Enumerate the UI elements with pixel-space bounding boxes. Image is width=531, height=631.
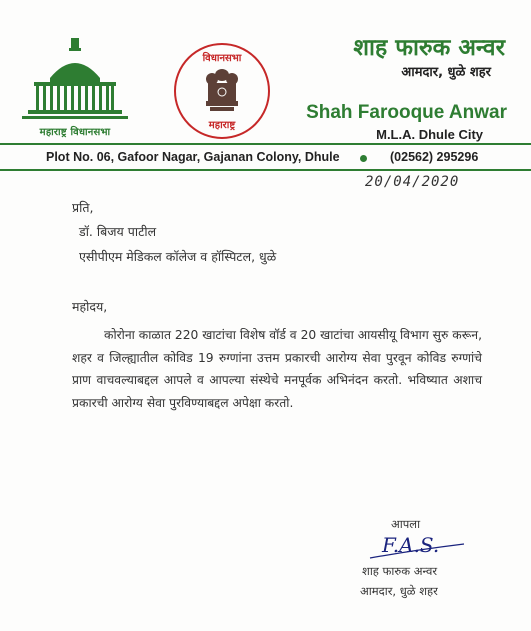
mla-name-marathi: शाह फारुक अन्वर bbox=[353, 35, 505, 61]
recipient-name: डॉ. बिजय पाटील bbox=[79, 224, 157, 239]
recipient-institution: एसीपीएम मेडिकल कॉलेज व हॉस्पिटल, धुळे bbox=[79, 249, 277, 264]
closing-word: आपला bbox=[391, 517, 421, 531]
vidhan-sabha-label: महाराष्ट्र विधानसभा bbox=[39, 127, 111, 138]
vidhan-sabha-logo bbox=[20, 36, 130, 138]
signatory-designation: आमदार, धुळे शहर bbox=[360, 584, 438, 598]
office-phone: (02562) 295296 bbox=[390, 150, 479, 164]
letter-date: 20/04/2020 bbox=[365, 174, 460, 190]
header-bottom-rule bbox=[0, 169, 531, 171]
handwritten-signature bbox=[360, 530, 470, 566]
header-top-rule bbox=[0, 143, 531, 145]
separator-dot-icon bbox=[360, 155, 367, 162]
signatory-name: शाह फारुक अन्वर bbox=[362, 564, 438, 578]
office-address: Plot No. 06, Gafoor Nagar, Gajanan Colony, Dhule bbox=[46, 150, 340, 164]
vidhan-sabha-building-icon bbox=[20, 36, 130, 122]
mla-designation-english: M.L.A. Dhule City bbox=[376, 127, 483, 142]
letter-body: कोरोना काळात 220 खाटांचा विशेष वॉर्ड व 20 खाटांचा आयसीयू विभाग सुरु करून, शहर व जिल्ह्यातील कोविड 19 रुग्णांना उत्तम प्रकारची आरोग्य सेवा पुरवून कोविड रुग्णांचे प्राण वाचवल्याबद्दल आपले व आपल्या संस्थेचे मनपूर्वक अभिनंदन करतो. भविष्यात अशाच प्रकारची आरोग्य सेवा पुरविण्याबद्दल अपेक्षा करतो. bbox=[72, 328, 482, 410]
emblem-bottom-text: महाराष्ट्र bbox=[208, 120, 236, 131]
mla-designation-marathi: आमदार, धुळे शहर bbox=[401, 65, 491, 80]
mla-name-english: Shah Farooque Anwar bbox=[306, 102, 507, 123]
to-label: प्रति, bbox=[72, 200, 94, 215]
signature-initials: F.A.S. bbox=[382, 533, 440, 557]
emblem-top-text: विधानसभा bbox=[202, 53, 242, 64]
vidhansabha-emblem bbox=[172, 41, 272, 141]
salutation: महोदय, bbox=[72, 299, 108, 314]
